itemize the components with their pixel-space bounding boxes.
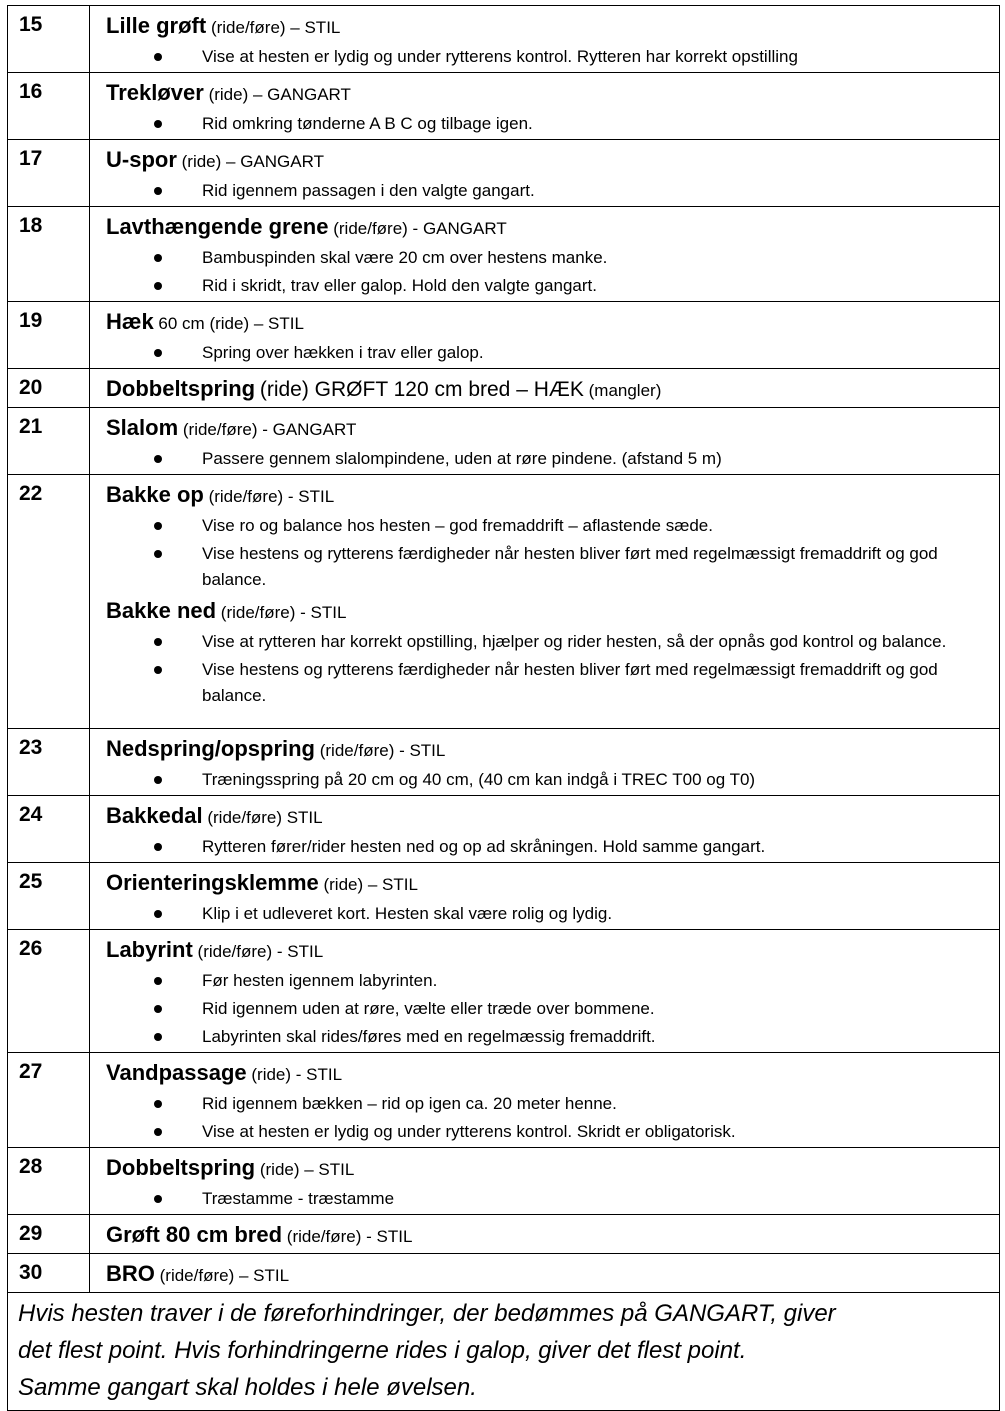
obstacle-number: 30 xyxy=(8,1254,90,1293)
obstacle-document xyxy=(7,5,1000,1411)
bullet-item xyxy=(106,245,993,271)
obstacle-title: Lavthængende grene xyxy=(106,214,329,239)
obstacle-content xyxy=(90,302,1000,369)
obstacle-heading xyxy=(106,1154,993,1184)
bullet-list xyxy=(106,1091,993,1145)
bullet-text: Vise ro og balance hos hesten – god fremaddrift – aflastende sæde. xyxy=(202,516,713,535)
obstacle-title: BRO xyxy=(106,1261,155,1286)
footer-line-1: Hvis hesten traver i de føreforhindringer, der bedømmes på GANGART, giver xyxy=(18,1300,836,1327)
obstacle-heading xyxy=(106,802,993,832)
bullet-text: Passere gennem slalompindene, uden at røre pindene. (afstand 5 m) xyxy=(202,449,722,468)
obstacle-number: 17 xyxy=(8,140,90,207)
bullet-dot-icon xyxy=(154,349,162,357)
table-row xyxy=(8,302,1000,369)
obstacle-heading xyxy=(106,1221,993,1251)
bullet-list xyxy=(106,834,993,860)
obstacle-content xyxy=(90,1254,1000,1293)
obstacle-note: (ride) - STIL xyxy=(251,1065,343,1084)
bullet-text: Rid igennem passagen i den valgte gangart. xyxy=(202,181,535,200)
obstacle-title: Slalom xyxy=(106,415,179,440)
obstacle-heading xyxy=(106,12,993,42)
obstacle-note: (ride/føre) - STIL xyxy=(319,741,446,760)
obstacle-content xyxy=(90,729,1000,796)
bullet-item xyxy=(106,178,993,204)
table-row xyxy=(8,729,1000,796)
bullet-dot-icon xyxy=(154,455,162,463)
obstacle-content xyxy=(90,1215,1000,1254)
obstacle-number: 16 xyxy=(8,73,90,140)
table-row xyxy=(8,140,1000,207)
bullet-list xyxy=(106,111,993,137)
table-row xyxy=(8,796,1000,863)
obstacle-content xyxy=(90,930,1000,1053)
obstacle-title: Trekløver xyxy=(106,80,204,105)
bullet-dot-icon xyxy=(154,977,162,985)
bullet-list xyxy=(106,340,993,366)
bullet-dot-icon xyxy=(154,776,162,784)
bullet-dot-icon xyxy=(154,282,162,290)
bullet-dot-icon xyxy=(154,1005,162,1013)
bullet-item xyxy=(106,111,993,137)
obstacle-heading xyxy=(106,481,993,511)
obstacle-note-extra: (mangler) xyxy=(588,381,662,400)
obstacle-number: 18 xyxy=(8,207,90,302)
bullet-item xyxy=(106,629,993,655)
bullet-dot-icon xyxy=(154,638,162,646)
bullet-item xyxy=(106,513,993,539)
obstacle-number: 20 xyxy=(8,369,90,408)
obstacle-number: 19 xyxy=(8,302,90,369)
bullet-list xyxy=(106,1186,993,1212)
bullet-text: Labyrinten skal rides/føres med en regelmæssig fremaddrift. xyxy=(202,1027,656,1046)
bullet-dot-icon xyxy=(154,1033,162,1041)
obstacle-heading xyxy=(106,375,993,405)
bullet-dot-icon xyxy=(154,254,162,262)
obstacle-title: Vandpassage xyxy=(106,1060,247,1085)
bullet-item xyxy=(106,1119,993,1145)
obstacle-note: (ride/føre) STIL xyxy=(207,808,323,827)
bullet-list xyxy=(106,767,993,793)
obstacle-content xyxy=(90,369,1000,408)
obstacle-table xyxy=(7,5,1000,1293)
obstacle-number: 21 xyxy=(8,408,90,475)
bullet-text: Træningsspring på 20 cm og 40 cm, (40 cm kan indgå i TREC T00 og T0) xyxy=(202,770,756,789)
bullet-item xyxy=(106,446,993,472)
bullet-text: Vise at hesten er lydig og under rytterens kontrol. Skridt er obligatorisk. xyxy=(202,1122,736,1141)
obstacle-heading xyxy=(106,414,993,444)
obstacle-number: 24 xyxy=(8,796,90,863)
table-row xyxy=(8,1053,1000,1148)
bullet-item xyxy=(106,273,993,299)
bullet-text: Rid i skridt, trav eller galop. Hold den valgte gangart. xyxy=(202,276,597,295)
obstacle-note: (ride/føre) - GANGART xyxy=(182,420,357,439)
bullet-text: Vise at rytteren har korrekt opstilling, hjælper og rider hesten, så der opnås god kontrol og balance. xyxy=(202,632,947,651)
obstacle-content xyxy=(90,73,1000,140)
bullet-dot-icon xyxy=(154,1100,162,1108)
obstacle-table-body xyxy=(8,6,1000,1293)
bullet-item xyxy=(106,1186,993,1212)
bullet-item xyxy=(106,901,993,927)
obstacle-note: (ride/føre) – STIL xyxy=(210,18,341,37)
obstacle-content xyxy=(90,408,1000,475)
footer-note xyxy=(7,1293,1000,1411)
obstacle-number: 22 xyxy=(8,475,90,729)
obstacle-note: (ride) – STIL xyxy=(323,875,418,894)
obstacle-title: U-spor xyxy=(106,147,177,172)
table-row xyxy=(8,863,1000,930)
bullet-list xyxy=(106,513,993,593)
bullet-dot-icon xyxy=(154,522,162,530)
bullet-list xyxy=(106,44,993,70)
obstacle-note: 60 cm (ride) – STIL xyxy=(158,314,304,333)
obstacle-note: (ride/føre) - GANGART xyxy=(333,219,507,238)
obstacle-content xyxy=(90,140,1000,207)
obstacle-number: 27 xyxy=(8,1053,90,1148)
obstacle-note: (ride) GRØFT 120 cm bred – HÆK xyxy=(259,378,584,401)
obstacle-subheading xyxy=(106,597,993,627)
table-row xyxy=(8,207,1000,302)
obstacle-content xyxy=(90,207,1000,302)
obstacle-number: 26 xyxy=(8,930,90,1053)
obstacle-note: (ride) – GANGART xyxy=(208,85,351,104)
obstacle-title: Labyrint xyxy=(106,937,193,962)
bullet-item xyxy=(106,44,993,70)
obstacle-heading xyxy=(106,146,993,176)
obstacle-title: Dobbeltspring xyxy=(106,376,256,401)
bullet-text: Rid igennem uden at røre, vælte eller træde over bommene. xyxy=(202,999,655,1018)
bullet-list xyxy=(106,901,993,927)
bullet-item xyxy=(106,996,993,1022)
bullet-list xyxy=(106,178,993,204)
bullet-dot-icon xyxy=(154,910,162,918)
bullet-text: Vise at hesten er lydig og under rytterens kontrol. Rytteren har korrekt opstilling xyxy=(202,47,798,66)
bullet-text: Rytteren fører/rider hesten ned og op ad skråningen. Hold samme gangart. xyxy=(202,837,766,856)
obstacle-note: (ride/føre) - STIL xyxy=(286,1227,413,1246)
footer-line-3: Samme gangart skal holdes i hele øvelsen. xyxy=(18,1374,477,1401)
bullet-dot-icon xyxy=(154,550,162,558)
obstacle-number: 25 xyxy=(8,863,90,930)
obstacle-heading xyxy=(106,213,993,243)
bullet-item xyxy=(106,541,993,593)
bullet-dot-icon xyxy=(154,120,162,128)
table-row xyxy=(8,6,1000,73)
obstacle-subnote: (ride/føre) - STIL xyxy=(220,603,347,622)
obstacle-heading xyxy=(106,1059,993,1089)
obstacle-note: (ride/føre) – STIL xyxy=(159,1266,290,1285)
table-row xyxy=(8,73,1000,140)
obstacle-number: 28 xyxy=(8,1148,90,1215)
table-row xyxy=(8,408,1000,475)
obstacle-heading xyxy=(106,308,993,338)
obstacle-title: Bakke op xyxy=(106,482,204,507)
bullet-text: Før hesten igennem labyrinten. xyxy=(202,971,438,990)
table-row xyxy=(8,930,1000,1053)
bullet-list xyxy=(106,446,993,472)
obstacle-title: Orienteringsklemme xyxy=(106,870,319,895)
obstacle-heading xyxy=(106,735,993,765)
bullet-text: Vise hestens og rytterens færdigheder når hesten bliver ført med regelmæssigt fremaddrift og god balance. xyxy=(202,660,938,705)
bullet-item xyxy=(106,968,993,994)
bullet-text: Spring over hækken i trav eller galop. xyxy=(202,343,484,362)
bullet-dot-icon xyxy=(154,53,162,61)
bullet-item xyxy=(106,340,993,366)
bullet-item xyxy=(106,767,993,793)
table-row xyxy=(8,369,1000,408)
bullet-text: Træstamme - træstamme xyxy=(202,1189,395,1208)
bullet-list xyxy=(106,629,993,709)
bullet-dot-icon xyxy=(154,666,162,674)
obstacle-content xyxy=(90,6,1000,73)
bullet-item xyxy=(106,657,993,709)
obstacle-note: (ride/føre) - STIL xyxy=(197,942,324,961)
bullet-list xyxy=(106,968,993,1050)
obstacle-title: Dobbeltspring xyxy=(106,1155,256,1180)
bullet-list xyxy=(106,245,993,299)
table-row xyxy=(8,1215,1000,1254)
obstacle-heading xyxy=(106,1260,993,1290)
bullet-text: Klip i et udleveret kort. Hesten skal være rolig og lydig. xyxy=(202,904,613,923)
obstacle-heading xyxy=(106,79,993,109)
bullet-dot-icon xyxy=(154,187,162,195)
table-row xyxy=(8,475,1000,729)
obstacle-title: Lille grøft xyxy=(106,13,207,38)
bullet-item xyxy=(106,1024,993,1050)
obstacle-title: Grøft 80 cm bred xyxy=(106,1222,283,1247)
obstacle-heading xyxy=(106,869,993,899)
obstacle-content xyxy=(90,1053,1000,1148)
bullet-text: Rid igennem bækken – rid op igen ca. 20 meter henne. xyxy=(202,1094,617,1113)
obstacle-number: 29 xyxy=(8,1215,90,1254)
bullet-dot-icon xyxy=(154,1128,162,1136)
obstacle-title: Nedspring/opspring xyxy=(106,736,315,761)
obstacle-content xyxy=(90,475,1000,729)
obstacle-content xyxy=(90,1148,1000,1215)
bullet-text: Rid omkring tønderne A B C og tilbage igen. xyxy=(202,114,533,133)
obstacle-number: 15 xyxy=(8,6,90,73)
obstacle-content xyxy=(90,863,1000,930)
obstacle-heading xyxy=(106,936,993,966)
obstacle-title: Hæk xyxy=(106,309,154,334)
footer-line-2: det flest point. Hvis forhindringerne rides i galop, giver det flest point. xyxy=(18,1337,747,1364)
bullet-text: Bambuspinden skal være 20 cm over hestens manke. xyxy=(202,248,608,267)
bullet-item xyxy=(106,834,993,860)
table-row xyxy=(8,1254,1000,1293)
obstacle-note: (ride) – GANGART xyxy=(181,152,324,171)
table-row xyxy=(8,1148,1000,1215)
bullet-item xyxy=(106,1091,993,1117)
obstacle-subtitle: Bakke ned xyxy=(106,598,217,623)
obstacle-note: (ride/føre) - STIL xyxy=(208,487,335,506)
bullet-dot-icon xyxy=(154,1195,162,1203)
bullet-text: Vise hestens og rytterens færdigheder når hesten bliver ført med regelmæssigt fremaddrift og god balance. xyxy=(202,544,938,589)
obstacle-content xyxy=(90,796,1000,863)
obstacle-note: (ride) – STIL xyxy=(259,1160,355,1179)
obstacle-number: 23 xyxy=(8,729,90,796)
bullet-dot-icon xyxy=(154,843,162,851)
obstacle-title: Bakkedal xyxy=(106,803,203,828)
